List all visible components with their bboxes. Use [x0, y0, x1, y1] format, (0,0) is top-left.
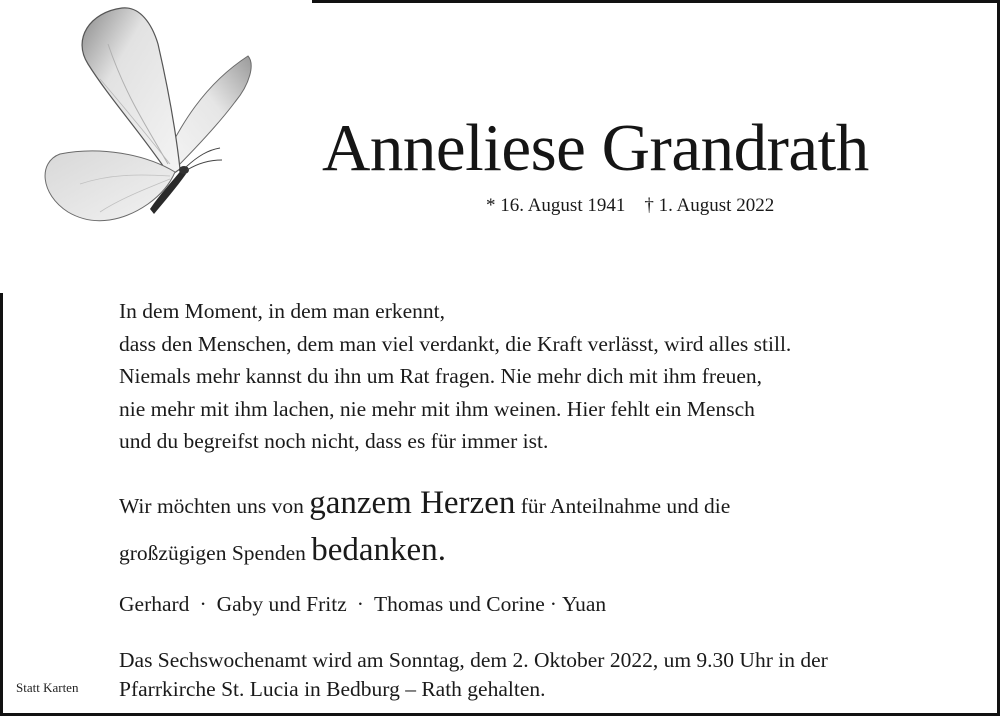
poem-text: [119, 295, 979, 458]
thanks-text: [119, 483, 979, 573]
poem-line: und du begreifst noch nicht, dass es für immer ist.: [119, 429, 549, 453]
thanks-emphasis: ganzem Herzen: [309, 485, 516, 521]
family-member: Gerhard: [119, 592, 190, 616]
life-dates: [486, 193, 774, 219]
frame-left-border: [0, 293, 3, 716]
notice-line: Pfarrkirche St. Lucia in Bedburg – Rath gehalten.: [119, 677, 546, 701]
thanks-part: Wir möchten uns von: [119, 494, 310, 518]
frame-top-border: [312, 0, 1000, 3]
poem-line: nie mehr mit ihm lachen, nie mehr mit ihm weinen. Hier fehlt ein Mensch: [119, 396, 755, 421]
separator-dot: ·: [356, 592, 364, 616]
poem-line: dass den Menschen, dem man viel verdankt, die Kraft verlässt, wird alles still.: [119, 331, 792, 356]
family-member: Yuan: [561, 592, 607, 616]
thanks-part: großzügigen Spenden: [119, 541, 312, 565]
service-notice: [119, 646, 828, 704]
birth-date: * 16. August 1941: [486, 195, 626, 216]
family-names: [119, 589, 606, 619]
thanks-emphasis: bedanken.: [311, 532, 446, 568]
thanks-part: für Anteilnahme und die: [515, 494, 731, 518]
poem-line: In dem Moment, in dem man erkennt,: [119, 299, 446, 323]
death-date: † 1. August 2022: [644, 195, 775, 216]
separator-dot: ·: [549, 592, 557, 616]
notice-line: Das Sechswochenamt wird am Sonntag, dem 2. Oktober 2022, um 9.30 Uhr in der: [119, 648, 828, 672]
statt-karten-label: Statt Karten: [16, 680, 79, 695]
deceased-name: Anneliese Grandrath: [322, 111, 869, 185]
separator-dot: ·: [199, 592, 207, 616]
family-member: Thomas und Corine: [373, 592, 545, 616]
poem-line: Niemals mehr kannst du ihn um Rat fragen. Nie mehr dich mit ihm freuen,: [119, 364, 763, 388]
butterfly-image: [30, 4, 260, 226]
family-member: Gaby und Fritz: [216, 592, 347, 616]
